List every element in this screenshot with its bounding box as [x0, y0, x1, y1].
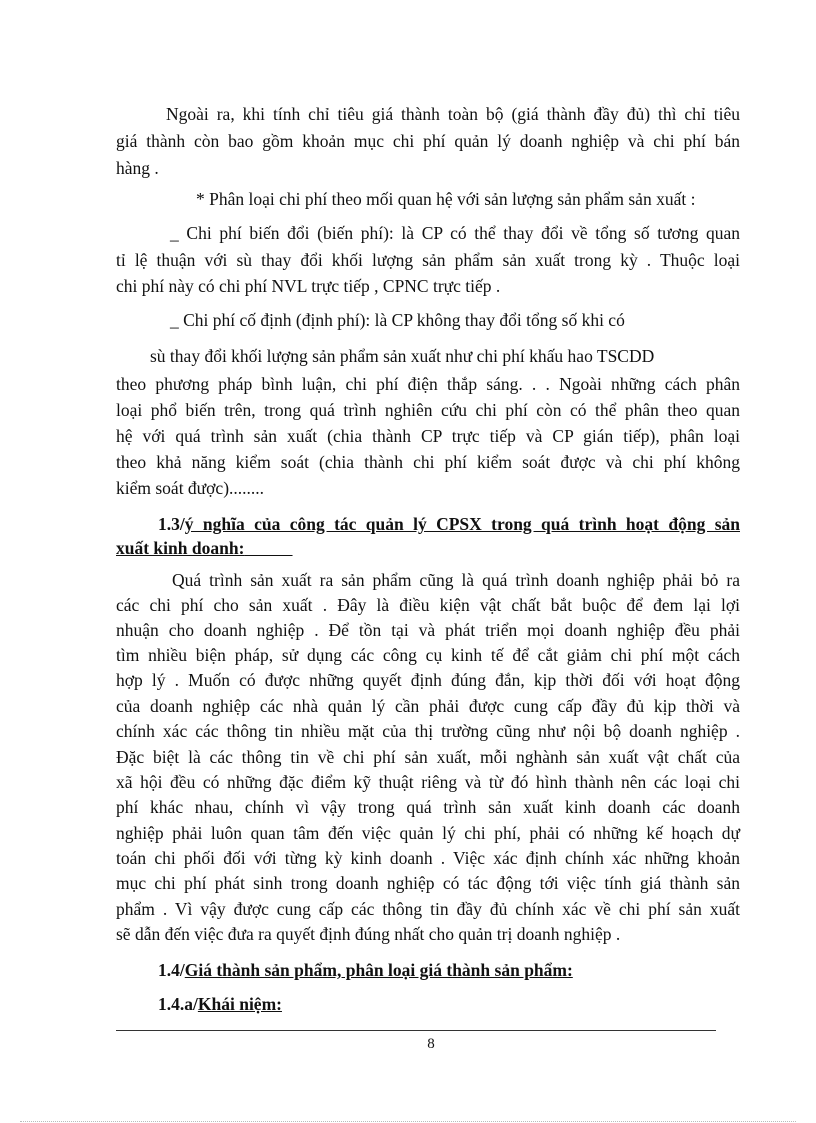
- section-1-3-title-line-2: xuất kinh doanh:: [116, 538, 245, 558]
- section-1-3-title-line-1: ý nghĩa của công tác quản lý CPSX trong quá trình hoạt động sản: [184, 514, 740, 534]
- significance-line-5: hợp lý . Muốn có được những quyết định đúng đắn, kịp thời đối với hoạt động: [116, 670, 740, 690]
- section-1-3-heading-cont: [116, 536, 740, 560]
- section-1-3-heading: [158, 512, 740, 536]
- intro-line-1: Ngoài ra, khi tính chỉ tiêu giá thành toàn bộ (giá thành đầy đủ) thì chỉ tiêu: [166, 104, 740, 124]
- fixed-cost-line-4: loại phổ biến trên, trong quá trình nghiên cứu chi phí còn có thể phân theo quan: [116, 400, 740, 420]
- variable-cost-line-1: _ Chi phí biến đổi (biến phí): là CP có thể thay đổi về tổng số tương quan: [170, 223, 740, 243]
- section-1-4-title: Giá thành sản phẩm, phân loại giá thành sản phẩm:: [184, 960, 573, 980]
- fixed-cost-line-2: sù thay đổi khối lượng sản phẩm sản xuất như chi phí khấu hao TSCDD: [150, 346, 655, 366]
- section-1-4-a-heading: [158, 992, 740, 1016]
- significance-line-15: sẽ dẫn đến việc đưa ra quyết định đúng nhất cho quản trị doanh nghiệp .: [116, 924, 621, 944]
- fixed-cost-line-3: theo phương pháp bình luận, chi phí điện thắp sáng. . . Ngoài những cách phân: [116, 374, 740, 394]
- variable-cost-line-3: chi phí này có chi phí NVL trực tiếp , CPNC trực tiếp .: [116, 276, 501, 296]
- fixed-cost-line-7: kiểm soát được)........: [116, 478, 265, 498]
- significance-line-9: xã hội đều có những đặc điểm kỹ thuật riêng và từ đó hình thành nên các loại chi: [116, 772, 740, 792]
- footer-rule: [116, 1030, 716, 1031]
- heading-underline-extension: [244, 538, 292, 558]
- intro-line-3: hàng .: [116, 158, 159, 178]
- significance-line-2: các chi phí cho sản xuất . Đây là điều kiện vật chất bắt buộc để đem lại lợi: [116, 595, 740, 615]
- fixed-cost-line-6: theo khả năng kiểm soát (chia thành chi phí kiểm soát được và chi phí không: [116, 452, 740, 472]
- significance-line-6: của doanh nghiệp các nhà quản lý cần phải được cung cấp đầy đủ kịp thời và: [116, 696, 740, 716]
- section-1-4-a-number: 1.4.a/: [158, 994, 198, 1014]
- significance-line-13: mục chi phí phát sinh trong doanh nghiệp có tác động tới việc tính giá thành sản: [116, 873, 740, 893]
- fixed-cost-line-1: _ Chi phí cố định (định phí): là CP không thay đổi tổng số khi có: [170, 310, 625, 330]
- significance-line-10: phí khác nhau, chính vì vậy trong quá trình sản xuất kinh doanh các doanh: [116, 797, 740, 817]
- section-1-4-number: 1.4/: [158, 960, 185, 980]
- intro-line-2: giá thành còn bao gồm khoản mục chi phí quản lý doanh nghiệp và chi phí bán: [116, 131, 740, 151]
- fixed-cost-line-5: hệ với quá trình sản xuất (chia thành CP trực tiếp và CP gián tiếp), phân loại: [116, 426, 740, 446]
- significance-line-11: nghiệp phải luôn quan tâm đến việc quản lý chi phí, phải có những kế hoạch dự: [116, 823, 740, 843]
- page-number: 8: [427, 1036, 435, 1052]
- page-edge-divider: [20, 1121, 796, 1122]
- classification-line: * Phân loại chi phí theo mối quan hệ với sản lượng sản phẩm sản xuất :: [196, 189, 696, 209]
- significance-line-7: chính xác các thông tin nhiều mặt của thị trường cũng như nội bộ doanh nghiệp .: [116, 721, 740, 741]
- section-1-3-number: 1.3/: [158, 514, 185, 534]
- section-1-4-a-title: Khái niệm:: [197, 994, 282, 1014]
- significance-line-8: Đặc biệt là các thông tin về chi phí sản xuất, mỗi nghành sản xuất vật chất của: [116, 747, 740, 767]
- significance-line-4: tìm nhiều biện pháp, sử dụng các công cụ kinh tế để cắt giảm chi phí một cách: [116, 645, 740, 665]
- significance-line-3: nhuận cho doanh nghiệp . Để tồn tại và phát triển mọi doanh nghiệp đều phải: [116, 620, 740, 640]
- significance-line-14: phẩm . Vì vậy được cung cấp các thông tin đầy đủ chính xác về chi phí sản xuất: [116, 899, 740, 919]
- section-1-4-heading: [158, 958, 740, 982]
- variable-cost-line-2: tỉ lệ thuận với sù thay đổi khối lượng sản phẩm sản xuất trong kỳ . Thuộc loại: [116, 250, 740, 270]
- significance-line-12: toán chi phối đối với từng kỳ kinh doanh . Việc xác định chính xác những khoản: [116, 848, 740, 868]
- significance-line-1: Quá trình sản xuất ra sản phẩm cũng là quá trình doanh nghiệp phải bỏ ra: [172, 570, 740, 590]
